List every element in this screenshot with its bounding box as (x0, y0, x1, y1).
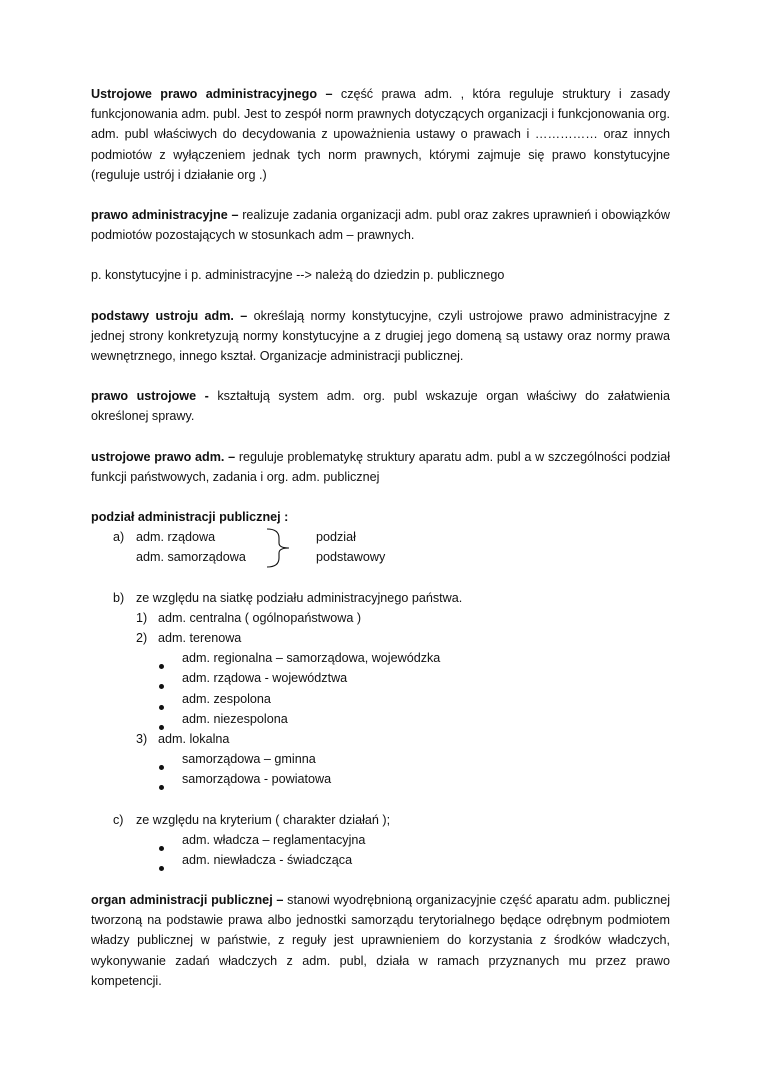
bullet-item (91, 830, 670, 850)
list-marker: b) (113, 590, 125, 605)
list-item-text: ze względu na siatkę podziału administracyjnego państwa. (136, 590, 463, 605)
list-marker: 2) (136, 631, 148, 645)
bullet-item (91, 850, 670, 870)
definition-text: reguluje problematykę struktury aparatu adm. publ a w szczególności podział funkcji państwowych, zadania i org. adm. publicznej (91, 449, 670, 484)
list-item (91, 588, 670, 608)
list-item-text: adm. centralna ( ogólnopaństwowa ) (158, 610, 362, 625)
list-item-text: ze względu na kryterium ( charakter działań ); (136, 812, 391, 827)
term: podstawy ustroju adm. – (91, 308, 248, 323)
list-item-text: samorządowa - powiatowa (182, 772, 332, 787)
term: prawo administracyjne – (91, 208, 239, 223)
definition-text: stanowi wyodrębnioną organizacyjnie część aparatu adm. publicznej tworzoną na podstawie prawa albo jednostki samorządu terytorialnego będące odrębnym podmiotem władzy publicznej w państwie, z reguły jest uprawnieniem do korzystania z środków władczych, wykonywanie zadań władczych z adm. publ, działa w ramach przyznanych mu przez prawo kompetencji. (91, 893, 671, 988)
term: Ustrojowe prawo administracyjnego – (91, 87, 333, 101)
brace-label: podstawowy (316, 550, 386, 565)
numbered-item (91, 628, 670, 648)
bullet-item (91, 689, 670, 709)
list-item-text: adm. zespolona (182, 691, 271, 706)
list-item-text: adm. władcza – reglamentacyjna (182, 832, 366, 847)
paragraph-prawo-administracyjne (91, 205, 670, 245)
term: prawo ustrojowe - (91, 389, 209, 404)
term: organ administracji publicznej – (91, 893, 284, 908)
list-item (91, 810, 670, 830)
list-item (91, 547, 670, 567)
list-item-text: adm. rządowa (136, 530, 216, 545)
list-item-text: samorządowa – gminna (182, 752, 316, 767)
paragraph-dziedziny: p. konstytucyjne i p. administracyjne --> należą do dziedzin p. publicznego (91, 268, 505, 283)
paragraph-ustrojowe-prawo (91, 84, 670, 185)
paragraph-podstawy-ustroju (91, 306, 670, 367)
bullet-icon (159, 776, 164, 796)
definition-text: realizuje zadania organizacji adm. publ oraz zakres uprawnień i obowiązków podmiotów pozostających w stosunkach adm – prawnych. (91, 208, 670, 243)
list-marker: c) (113, 812, 124, 827)
list-c (91, 810, 670, 871)
list-marker: a) (113, 530, 125, 545)
document-page (91, 84, 670, 991)
list-item-text: adm. samorządowa (136, 550, 246, 565)
bullet-item (91, 648, 670, 668)
list-item-text: adm. regionalna – samorządowa, wojewódzka (182, 651, 441, 666)
list-item-text: adm. niezespolona (182, 711, 288, 726)
list-item-text: adm. terenowa (158, 631, 242, 645)
list-item-text: adm. rządowa - województwa (182, 671, 348, 686)
bullet-item (91, 709, 670, 729)
list-b (91, 588, 670, 790)
list-item-text: adm. niewładcza - świadcząca (182, 852, 353, 867)
list-marker: 3) (136, 731, 148, 746)
paragraph-ustrojowe-prawo-adm (91, 447, 670, 487)
numbered-item (91, 608, 670, 628)
list-marker: 1) (136, 610, 148, 625)
bullet-item (91, 749, 670, 769)
bullet-item (91, 769, 670, 789)
definition-text: kształtują system adm. org. publ wskazuje organ właściwy do załatwienia określonej sprawy. (91, 389, 670, 424)
bullet-icon (159, 857, 164, 877)
list-item-text: adm. lokalna (158, 731, 230, 746)
definition-text: określają normy konstytucyjne, czyli ustrojowe prawo administracyjne z jednej strony konkretyzują normy konstytucyjne a z drugiej jego domeną są ustawy oraz normy prawa wewnętrznego, innego kształ. Organizacje administracji publicznej. (91, 308, 670, 364)
bullet-item (91, 668, 670, 688)
numbered-item (91, 729, 670, 749)
term: ustrojowe prawo adm. – (91, 449, 236, 464)
paragraph-prawo-ustrojowe (91, 386, 670, 426)
paragraph-organ-administracji (91, 890, 670, 991)
section-title-podzial: podział administracji publicznej : (91, 510, 289, 525)
brace-label: podział (316, 530, 356, 545)
list-item (91, 527, 670, 547)
definition-text: część prawa adm. , która reguluje struktury i zasady funkcjonowania adm. publ. Jest to zespół norm prawnych dotyczących organizacji i funkcjonowania org. adm. publ właściwych do decydowania z upoważnienia ustawy o prawach i …………… oraz innych podmiotów z wyłączeniem jednak tych norm prawnych, którymi zajmuje się prawo konstytucyjne (reguluje ustrój i działanie org .) (91, 87, 670, 182)
list-a (91, 527, 670, 567)
